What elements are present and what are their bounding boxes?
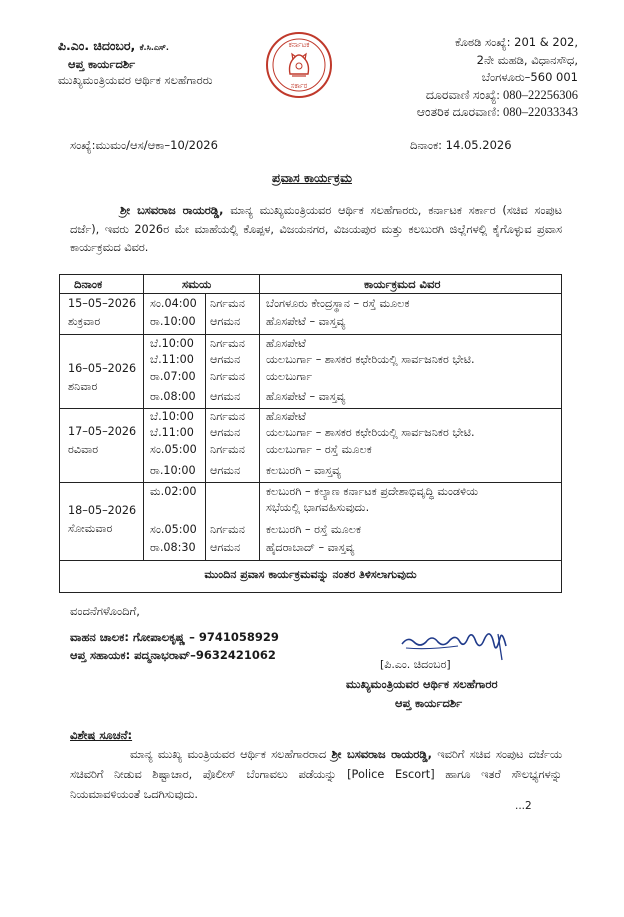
schedule-time: ರಾ.08:00 xyxy=(150,390,196,403)
schedule-time: ರಾ.10:00 xyxy=(150,464,196,477)
special-note-heading: ವಿಶೇಷ ಸೂಚನೆ: xyxy=(70,728,133,742)
schedule-type: ನಿರ್ಗಮನ xyxy=(210,523,245,536)
schedule-type: ನಿರ್ಗಮನ xyxy=(210,370,245,383)
schedule-time: ಬೆ.11:00 xyxy=(150,426,194,439)
day-weekday: ಸೋಮವಾರ xyxy=(68,522,113,535)
schedule-time: ರಾ.10:00 xyxy=(150,315,196,328)
day-weekday: ರವಿವಾರ xyxy=(68,443,99,456)
sender-block xyxy=(58,38,213,88)
header-date: ದಿನಾಂಕ xyxy=(74,277,103,291)
schedule-type: ನಿರ್ಗಮನ xyxy=(210,337,245,350)
signatory-office: ಮುಖ್ಯಮಂತ್ರಿಯವರ ಆರ್ಥಿಕ ಸಲಹೆಗಾರರ xyxy=(346,677,498,691)
schedule-detail: ಯಲಬುರ್ಗಾ – ಶಾಸಕರ ಕಛೇರಿಯಲ್ಲಿ ಸಾರ್ವಜನಿಕರ ಭೇಟಿ. xyxy=(266,426,475,439)
day-weekday: ಶನಿವಾರ xyxy=(68,380,98,393)
schedule-time: ಸಂ.04:00 xyxy=(150,297,197,310)
page-continuation: ...2 xyxy=(515,800,532,812)
header-time: ಸಮಯ xyxy=(182,277,212,291)
day-date: 17–05–2026 xyxy=(68,425,137,438)
phone-number: ದೂರವಾಣಿ ಸಂಖ್ಯೆ: 080–22256306 xyxy=(425,87,578,102)
schedule-type: ನಿರ್ಗಮನ xyxy=(210,410,245,423)
floor-address: 2ನೇ ಮಹಡಿ, ವಿಧಾನಸೌಧ, xyxy=(476,52,578,67)
sender-name-suffix: ಕೆ.ಸಿ.ಎಸ್. xyxy=(139,43,169,52)
signatory-designation: ಆಪ್ತ ಕಾರ್ಯದರ್ಶಿ xyxy=(395,696,463,710)
day-weekday: ಶುಕ್ರವಾರ xyxy=(68,315,101,328)
city-pin: ಬೆಂಗಳೂರು–560 001 xyxy=(481,70,578,84)
schedule-type: ಆಗಮನ xyxy=(210,353,241,366)
schedule-type: ಆಗಮನ xyxy=(210,315,241,328)
schedule-time: ಮ.02:00 xyxy=(150,485,197,498)
schedule-detail: ಹೊಸಪೇಟೆ – ವಾಸ್ತವ್ಯ xyxy=(266,315,346,328)
schedule-detail-cont: ಸಭೆಯಲ್ಲಿ ಭಾಗವಹಿಸುವುದು. xyxy=(266,501,370,514)
intro-text: ಮಾನ್ಯ ಮುಖ್ಯಮಂತ್ರಿಯವರ ಆರ್ಥಿಕ ಸಲಹೆಗಾರರು, ಕರ್ನಾಟಕ ಸರ್ಕಾರ (ಸಚಿವ ಸಂಪುಟ ದರ್ಜೆ), ಇವರು 2026ರ ಮೇ ಮಾಹೆಯಲ್ಲಿ ಕೊಪ್ಪಳ, ವಿಜಯನಗರ, ವಿಜಯಪುರ ಮತ್ತು ಕಲಬುರಗಿ ಜಿಲ್ಲೆಗಳಲ್ಲಿ ಕೈಗೊಳ್ಳುವ ಪ್ರವಾಸ ಕಾರ್ಯಕ್ರಮದ ವಿವರ. xyxy=(70,204,562,254)
regards-text: ವಂದನೆಗಳೊಂದಿಗೆ, xyxy=(70,604,140,618)
driver-contact: ವಾಹನ ಚಾಲಕ: ಗೋಪಾಲಕೃಷ್ಣ – 9741058929 xyxy=(70,630,279,644)
schedule-detail: ಯಲಬುರ್ಗಾ – ರಸ್ತೆ ಮೂಲಕ xyxy=(266,443,372,456)
schedule-detail: ಯಲಬುರ್ಗಾ xyxy=(266,370,313,383)
internal-phone: ಆಂತರಿಕ ದೂರವಾಣಿ: 080–22033343 xyxy=(416,105,578,119)
document-title: ಪ್ರವಾಸ ಕಾರ್ಯಕ್ರಮ xyxy=(272,170,352,185)
schedule-detail: ಯಲಬುರ್ಗಾ – ಶಾಸಕರ ಕಛೇರಿಯಲ್ಲಿ ಸಾರ್ವಜನಿಕರ ಭೇಟಿ. xyxy=(266,353,475,366)
schedule-time: ಸಂ.05:00 xyxy=(150,523,197,536)
office-address-block xyxy=(417,34,578,122)
day-date: 18–05–2026 xyxy=(68,504,137,517)
schedule-type: ಆಗಮನ xyxy=(210,426,241,439)
schedule-detail: ಕಲಬುರಗಿ – ರಸ್ತೆ ಮೂಲಕ xyxy=(266,523,362,536)
room-number: ಕೊಠಡಿ ಸಂಖ್ಯೆ: 201 & 202, xyxy=(455,35,578,49)
schedule-detail: ಹೊಸಪೇಟೆ – ವಾಸ್ತವ್ಯ xyxy=(266,390,346,403)
special-note-text: ಮಾನ್ಯ ಮುಖ್ಯ ಮಂತ್ರಿಯವರ ಆರ್ಥಿಕ ಸಲಹೆಗಾರರಾದ ಶ್ರೀ ಬಸವರಾಜ ರಾಯರಡ್ಡಿ, ಇವರಿಗೆ ಸಚಿವ ಸಂಪುಟ ದರ್ಜೆಯ ಸಚಿವರಿಗೆ ನೀಡುವ ಶಿಷ್ಟಾಚಾರ, ಪೊಲೀಸ್ ಬೆಂಗಾವಲು ಪಡೆಯನ್ನು [Police Escort] ಹಾಗೂ ಇತರೆ ಸೌಲಭ್ಯಗಳನ್ನು ನಿಯಮಾವಳಿಯಂತೆ ಒದಗಿಸುವುದು. xyxy=(70,748,563,801)
schedule-type: ಆಗಮನ xyxy=(210,390,241,403)
sender-office: ಮುಖ್ಯಮಂತ್ರಿಯವರ ಆರ್ಥಿಕ ಸಲಹೆಗಾರರು xyxy=(58,73,213,87)
schedule-detail: ಹೊಸಪೇಟೆ xyxy=(266,410,306,423)
letter-date: ದಿನಾಂಕ: 14.05.2026 xyxy=(410,138,512,152)
schedule-detail: ಬೆಂಗಳೂರು ಕೇಂದ್ರಸ್ಥಾನ – ರಸ್ತೆ ಮೂಲಕ xyxy=(266,297,410,310)
schedule-detail: ಕಲಬುರಗಿ – ಕಲ್ಯಾಣ ಕರ್ನಾಟಕ ಪ್ರದೇಶಾಭಿವೃದ್ಧಿ ಮಂಡಳಿಯ xyxy=(266,485,479,498)
intro-paragraph xyxy=(70,202,562,258)
header-details: ಕಾರ್ಯಕ್ರಮದ ವಿವರ xyxy=(364,277,441,291)
sender-name: ಪಿ.ಎಂ. ಚಿದಂಬರ, xyxy=(58,38,136,53)
intro-name: ಶ್ರೀ ಬಸವರಾಜ ರಾಯರಡ್ಡಿ, xyxy=(120,204,224,217)
sender-designation: ಆಪ್ತ ಕಾರ್ಯದರ್ಶಿ xyxy=(68,57,136,71)
schedule-type: ನಿರ್ಗಮನ xyxy=(210,297,245,310)
special-note-name: ಶ್ರೀ ಬಸವರಾಜ ರಾಯರಡ್ಡಿ, xyxy=(331,748,432,761)
seal-bottom-text: ಸರ್ಕಾರ xyxy=(290,82,308,90)
schedule-footer-note: ಮುಂದಿನ ಪ್ರವಾಸ ಕಾರ್ಯಕ್ರಮವನ್ನು ನಂತರ ತಿಳಿಸಲಾಗುವುದು xyxy=(204,568,417,581)
schedule-detail: ಕಲಬುರಗಿ – ವಾಸ್ತವ್ಯ xyxy=(266,464,341,477)
schedule-time: ಬೆ.10:00 xyxy=(150,410,194,423)
seal-top-text: ಕರ್ನಾಟಕ xyxy=(288,41,310,49)
schedule-time: ಬೆ.11:00 xyxy=(150,353,194,366)
assistant-contact: ಆಪ್ತ ಸಹಾಯಕ: ಪದ್ಮನಾಭರಾವ್–9632421062 xyxy=(70,648,276,662)
day-date: 16–05–2026 xyxy=(68,362,137,375)
schedule-type: ಆಗಮನ xyxy=(210,464,241,477)
schedule-time: ರಾ.07:00 xyxy=(150,370,196,383)
schedule-time: ರಾ.08:30 xyxy=(150,541,196,554)
schedule-time: ಬೆ.10:00 xyxy=(150,337,194,350)
karnataka-seal-icon xyxy=(264,30,334,100)
schedule-table xyxy=(59,274,562,593)
reference-number: ಸಂಖ್ಯೆ:ಮುಮಂ/ಆಸ/ಆಕಾ–10/2026 xyxy=(70,138,218,152)
schedule-detail: ಹೈದರಾಬಾದ್ – ವಾಸ್ತವ್ಯ xyxy=(266,541,355,554)
schedule-type: ಆಗಮನ xyxy=(210,541,241,554)
schedule-detail: ಹೊಸಪೇಟೆ xyxy=(266,337,306,350)
signatory-name: [ಪಿ.ಎಂ. ಚಿದಂಬರ] xyxy=(380,658,451,671)
schedule-type: ನಿರ್ಗಮನ xyxy=(210,443,245,456)
day-date: 15–05–2026 xyxy=(68,297,137,310)
schedule-time: ಸಂ.05:00 xyxy=(150,443,197,456)
